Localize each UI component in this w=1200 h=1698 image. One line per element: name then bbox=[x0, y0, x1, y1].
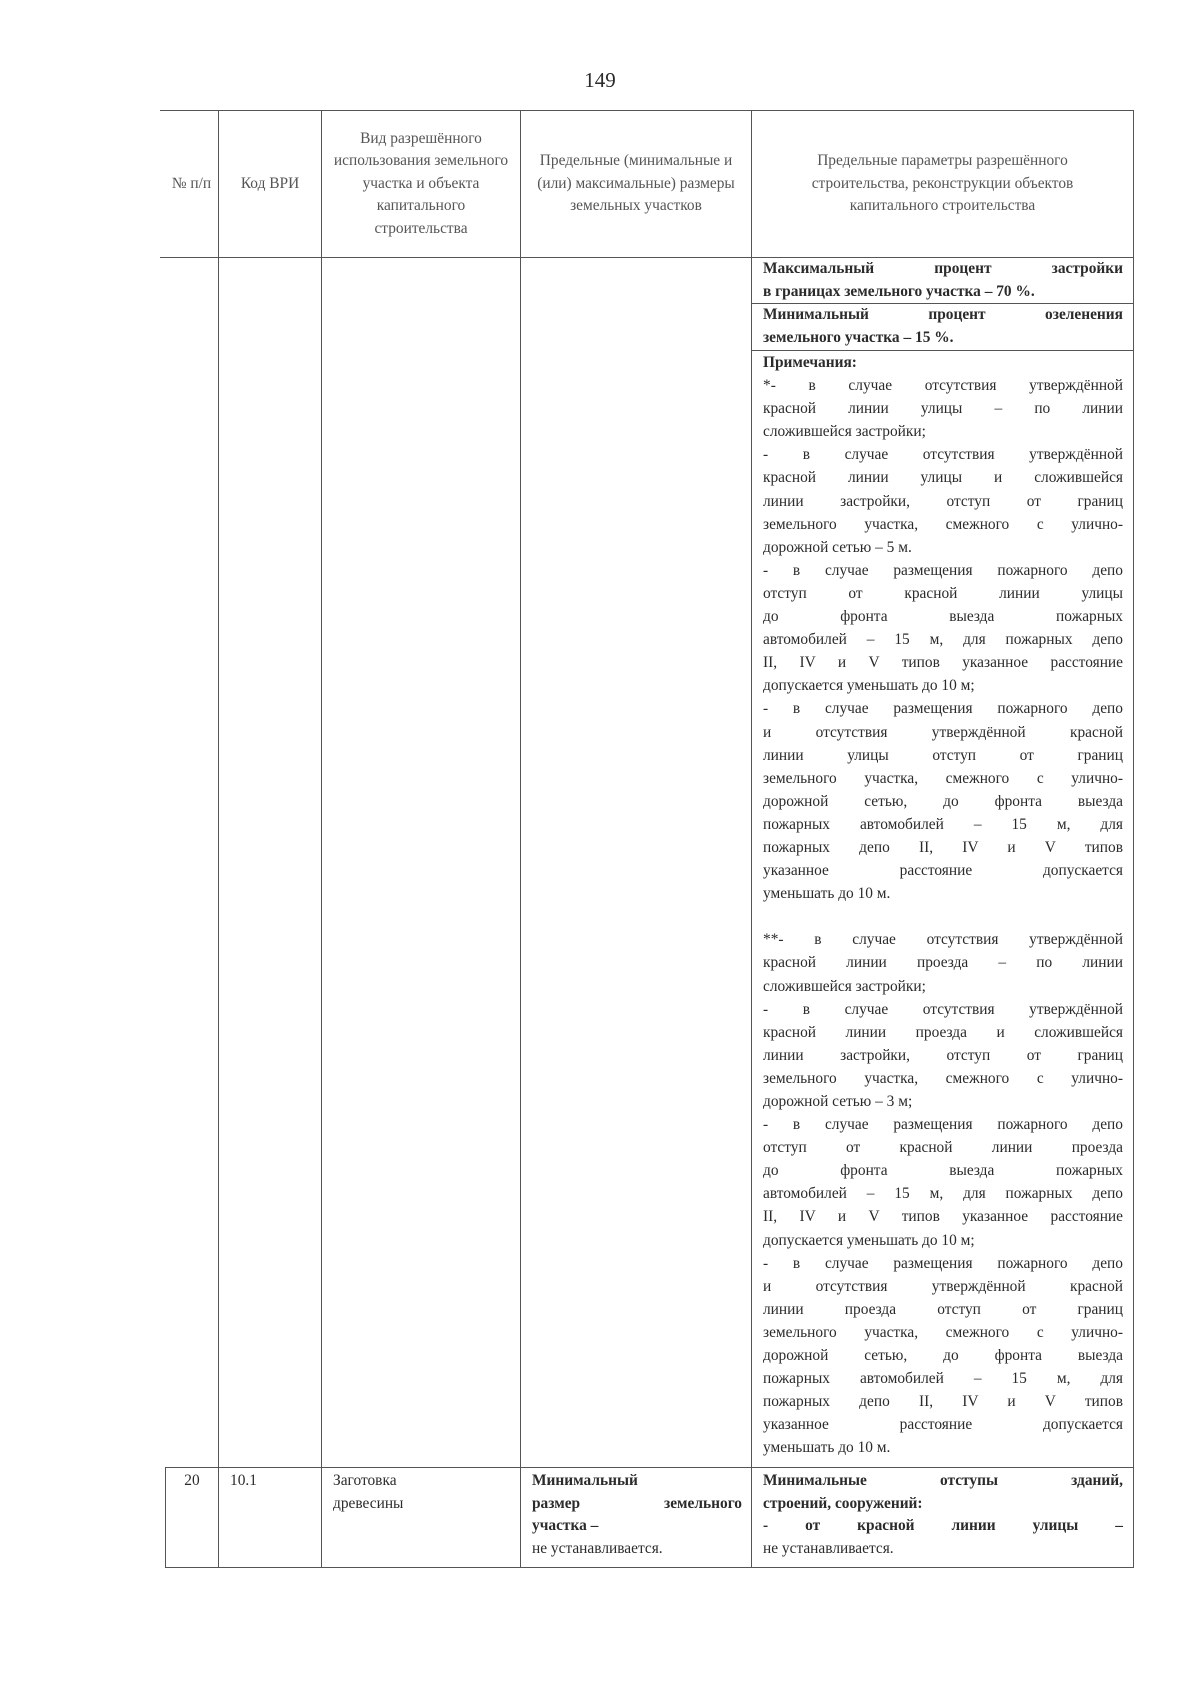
header-sizes bbox=[521, 111, 751, 257]
notes-line: красной линии проезда – по линии bbox=[763, 954, 1123, 972]
notes-line: допускается уменьшать до 10 м; bbox=[763, 1231, 975, 1249]
max-build-percent bbox=[763, 258, 1123, 303]
header-params bbox=[752, 111, 1133, 257]
notes-line: допускается уменьшать до 10 м; bbox=[763, 677, 975, 695]
row20-top-border bbox=[165, 1467, 1133, 1468]
row20-code: 10.1 bbox=[230, 1472, 257, 1489]
row20-num: 20 bbox=[184, 1472, 200, 1489]
row20-size-value: не устанавливается. bbox=[532, 1539, 663, 1557]
notes-line: дорожной сетью, до фронта выезда bbox=[763, 792, 1123, 810]
col-border-4 bbox=[751, 110, 752, 1568]
col-border-2 bbox=[321, 110, 322, 1568]
header-params-text: Предельные параметры разрешённого строительства, реконструкции объектов капитального строительства bbox=[811, 152, 1074, 215]
notes-line: *- в случае отсутствия утверждённой bbox=[763, 377, 1123, 395]
notes-line: отступ от красной линии проезда bbox=[763, 1139, 1123, 1157]
min-green-line-1: Минимальный процент озеленения bbox=[763, 306, 1123, 323]
notes-line: красной линии проезда и сложившейся bbox=[763, 1023, 1123, 1041]
notes-line: до фронта выезда пожарных bbox=[763, 608, 1123, 626]
notes-line: - в случае отсутствия утверждённой bbox=[763, 446, 1123, 464]
notes-line: - в случае размещения пожарного депо bbox=[763, 1116, 1123, 1134]
header-num bbox=[165, 111, 218, 257]
notes-line: красной линии улицы и сложившейся bbox=[763, 469, 1123, 487]
notes-line: **- в случае отсутствия утверждённой bbox=[763, 931, 1123, 949]
header-sizes-text: Предельные (минимальные и (или) максимальные) размеры земельных участков bbox=[537, 152, 735, 215]
min-green-percent bbox=[763, 304, 1123, 350]
notes-line: отступ от красной линии улицы bbox=[763, 584, 1123, 602]
notes-line: сложившейся застройки; bbox=[763, 423, 926, 441]
notes-line: - в случае размещения пожарного депо bbox=[763, 561, 1123, 579]
row20-use-line-2: древесины bbox=[333, 1494, 404, 1512]
notes-line: - в случае размещения пожарного депо bbox=[763, 700, 1123, 718]
notes-line: линии проезда отступ от границ bbox=[763, 1300, 1123, 1318]
notes-title: Примечания: bbox=[763, 354, 857, 371]
row20-size-line-1: Минимальный bbox=[532, 1472, 638, 1489]
row20-params bbox=[763, 1470, 1123, 1560]
notes-line: пожарных депо II, IV и V типов bbox=[763, 838, 1123, 856]
row20-params-line-1: Минимальные отступы зданий, bbox=[763, 1472, 1123, 1489]
notes-line: пожарных автомобилей – 15 м, для bbox=[763, 1370, 1123, 1388]
header-code-text: Код ВРИ bbox=[240, 174, 300, 192]
notes bbox=[763, 351, 1123, 1467]
notes-line: линии застройки, отступ от границ bbox=[763, 492, 1123, 510]
row20-size-line-2: размер земельного bbox=[532, 1494, 742, 1512]
row20-params-value: не устанавливается. bbox=[763, 1539, 894, 1557]
notes-line: земельного участка, смежного с улично- bbox=[763, 1323, 1123, 1341]
notes-line: автомобилей – 15 м, для пожарных депо bbox=[763, 631, 1123, 649]
notes-line: линии улицы отступ от границ bbox=[763, 746, 1123, 764]
notes-lines bbox=[763, 374, 1123, 1459]
header-code bbox=[219, 111, 321, 257]
col-border-3 bbox=[520, 110, 521, 1568]
row20-params-line-2: строений, сооружений: bbox=[763, 1494, 923, 1512]
notes-line: указанное расстояние допускается bbox=[763, 862, 1123, 880]
notes-line: земельного участка, смежного с улично- bbox=[763, 769, 1123, 787]
notes-line: II, IV и V типов указанное расстояние bbox=[763, 654, 1123, 672]
notes-line: земельного участка, смежного с улично- bbox=[763, 515, 1123, 533]
row20-size-line-3: участка – bbox=[532, 1517, 599, 1534]
notes-line: линии застройки, отступ от границ bbox=[763, 1046, 1123, 1064]
row20-size bbox=[532, 1470, 742, 1560]
row20-use bbox=[333, 1470, 513, 1515]
notes-line: и отсутствия утверждённой красной bbox=[763, 723, 1123, 741]
notes-line: дорожной сетью – 5 м. bbox=[763, 538, 912, 556]
notes-line: земельного участка, смежного с улично- bbox=[763, 1069, 1123, 1087]
row20-use-line-1: Заготовка bbox=[333, 1472, 397, 1489]
table-bottom-border bbox=[165, 1567, 1133, 1568]
notes-line: красной линии улицы – по линии bbox=[763, 400, 1123, 418]
notes-line: сложившейся застройки; bbox=[763, 977, 926, 995]
notes-line bbox=[763, 905, 1123, 928]
notes-line: и отсутствия утверждённой красной bbox=[763, 1277, 1123, 1295]
col-border-right bbox=[1133, 110, 1134, 1568]
header-use bbox=[322, 111, 520, 257]
notes-line: - в случае размещения пожарного депо bbox=[763, 1254, 1123, 1272]
notes-line: - в случае отсутствия утверждённой bbox=[763, 1000, 1123, 1018]
notes-line: дорожной сетью – 3 м; bbox=[763, 1093, 913, 1110]
notes-line: дорожной сетью, до фронта выезда bbox=[763, 1347, 1123, 1365]
notes-line: пожарных автомобилей – 15 м, для bbox=[763, 815, 1123, 833]
header-num-text: № п/п bbox=[171, 174, 212, 192]
col-border-1 bbox=[218, 110, 219, 1568]
row20-params-line-3: - от красной линии улицы – bbox=[763, 1517, 1123, 1534]
notes-line: пожарных депо II, IV и V типов bbox=[763, 1393, 1123, 1411]
max-build-line-1: Максимальный процент застройки bbox=[763, 260, 1123, 277]
notes-line: II, IV и V типов указанное расстояние bbox=[763, 1208, 1123, 1226]
max-build-line-2: в границах земельного участка – 70 %. bbox=[763, 282, 1035, 300]
notes-line: уменьшать до 10 м. bbox=[763, 1439, 891, 1457]
min-green-line-2: земельного участка – 15 %. bbox=[763, 328, 954, 346]
notes-line: до фронта выезда пожарных bbox=[763, 1162, 1123, 1180]
notes-line: указанное расстояние допускается bbox=[763, 1416, 1123, 1434]
header-use-text: Вид разрешённого использования земельного участка и объекта капитального строительства bbox=[333, 129, 509, 237]
notes-line: автомобилей – 15 м, для пожарных депо bbox=[763, 1185, 1123, 1203]
page-number: 149 bbox=[584, 68, 616, 92]
notes-line: уменьшать до 10 м. bbox=[763, 885, 891, 903]
